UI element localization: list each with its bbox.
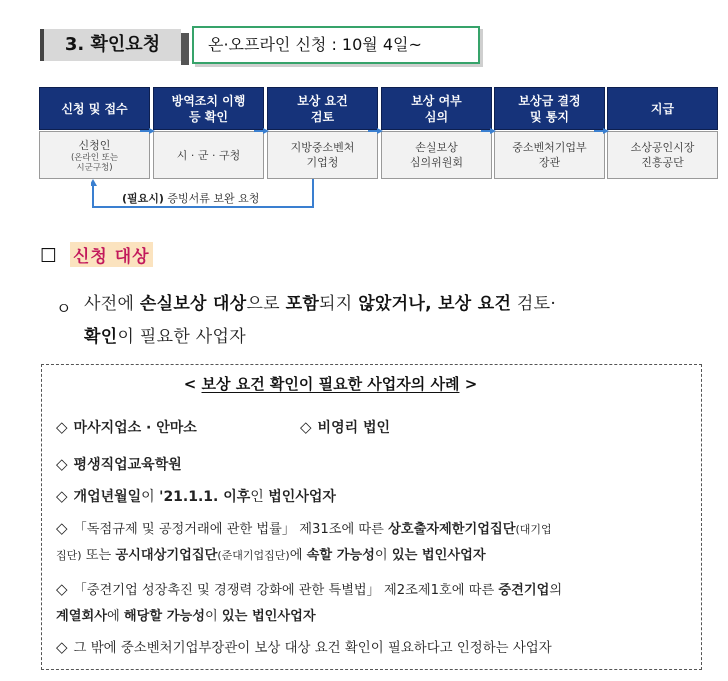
flow-step-verify: 방역조치 이행 등 확인 bbox=[153, 87, 264, 130]
flow-step-deliberate: 보상 여부 심의 bbox=[381, 87, 492, 130]
target-description: 사전에 손실보상 대상으로 포함되지 않았거나, 보상 요건 검토· 확인이 필요한 사업자 bbox=[84, 294, 557, 347]
flow-arrow-icon bbox=[481, 128, 495, 134]
case-item: ◇ 개업년월일이 '21.1.1. 이후인 법인사업자 bbox=[56, 487, 336, 505]
checkbox-icon: ☐ bbox=[40, 245, 58, 267]
section-heading: 3. 확인요청 bbox=[40, 29, 181, 61]
flow-arrow-icon bbox=[254, 128, 268, 134]
flow-arrow-icon bbox=[368, 128, 382, 134]
feedback-loop-label: (필요시) 증빙서류 보완 요청 bbox=[122, 192, 260, 205]
flow-arrow-icon bbox=[594, 128, 608, 134]
flow-step-review: 보상 요건 검토 bbox=[267, 87, 378, 130]
flow-step-pay: 지급 bbox=[607, 87, 718, 130]
diamond-icon: ◇ bbox=[56, 418, 68, 436]
case-item: ◇ 그 밖에 중소벤처기업부장관이 보상 대상 요건 확인이 필요하다고 인정하는 사업자 bbox=[56, 638, 552, 656]
flow-actor-regional-office: 지방중소벤처 기업청 bbox=[267, 131, 378, 179]
case-item: ◇ 마사지업소 · 안마소 bbox=[56, 418, 197, 436]
diamond-icon: ◇ bbox=[56, 580, 68, 598]
flow-actor-local-gov: 시 · 군 · 구청 bbox=[153, 131, 264, 179]
case-item: ◇ 「중견기업 성장촉진 및 경쟁력 강화에 관한 특별법」 제2조제1호에 따른 중견기업의 계열회사에 해당할 가능성이 있는 법인사업자 bbox=[56, 580, 563, 624]
flow-step-decide: 보상금 결정 및 통지 bbox=[494, 87, 605, 130]
case-item: ◇ 「독점규제 및 공정거래에 관한 법률」 제31조에 따른 상호출자제한기업집단(대기업 집단) 또는 공시대상기업집단(준대기업집단)에 속할 가능성이 있는 법인사업자 bbox=[56, 519, 552, 563]
case-item: ◇ 비영리 법인 bbox=[300, 418, 391, 436]
section-title: 신청 대상 bbox=[70, 242, 153, 267]
flow-actor-agency: 소상공인시장 진흥공단 bbox=[607, 131, 718, 179]
diamond-icon: ◇ bbox=[56, 455, 68, 473]
diamond-icon: ◇ bbox=[56, 638, 68, 656]
flow-arrow-icon bbox=[140, 128, 154, 134]
flow-step-apply: 신청 및 접수 bbox=[39, 87, 150, 130]
case-item: ◇ 평생직업교육학원 bbox=[56, 455, 182, 473]
diamond-icon: ◇ bbox=[56, 519, 68, 537]
diamond-icon: ◇ bbox=[56, 487, 68, 505]
cases-title: < 보상 요건 확인이 필요한 사업자의 사례 > bbox=[183, 375, 478, 393]
flow-actor-applicant: 신청인 (온라인 또는 시군구청) bbox=[39, 131, 150, 179]
application-period-box: 온·오프라인 신청 : 10월 4일~ bbox=[192, 26, 480, 64]
diamond-icon: ◇ bbox=[300, 418, 312, 436]
bullet-icon: ㅇ bbox=[56, 299, 72, 318]
flow-actor-minister: 중소벤처기업부 장관 bbox=[494, 131, 605, 179]
flow-actor-committee: 손실보상 심의위원회 bbox=[381, 131, 492, 179]
